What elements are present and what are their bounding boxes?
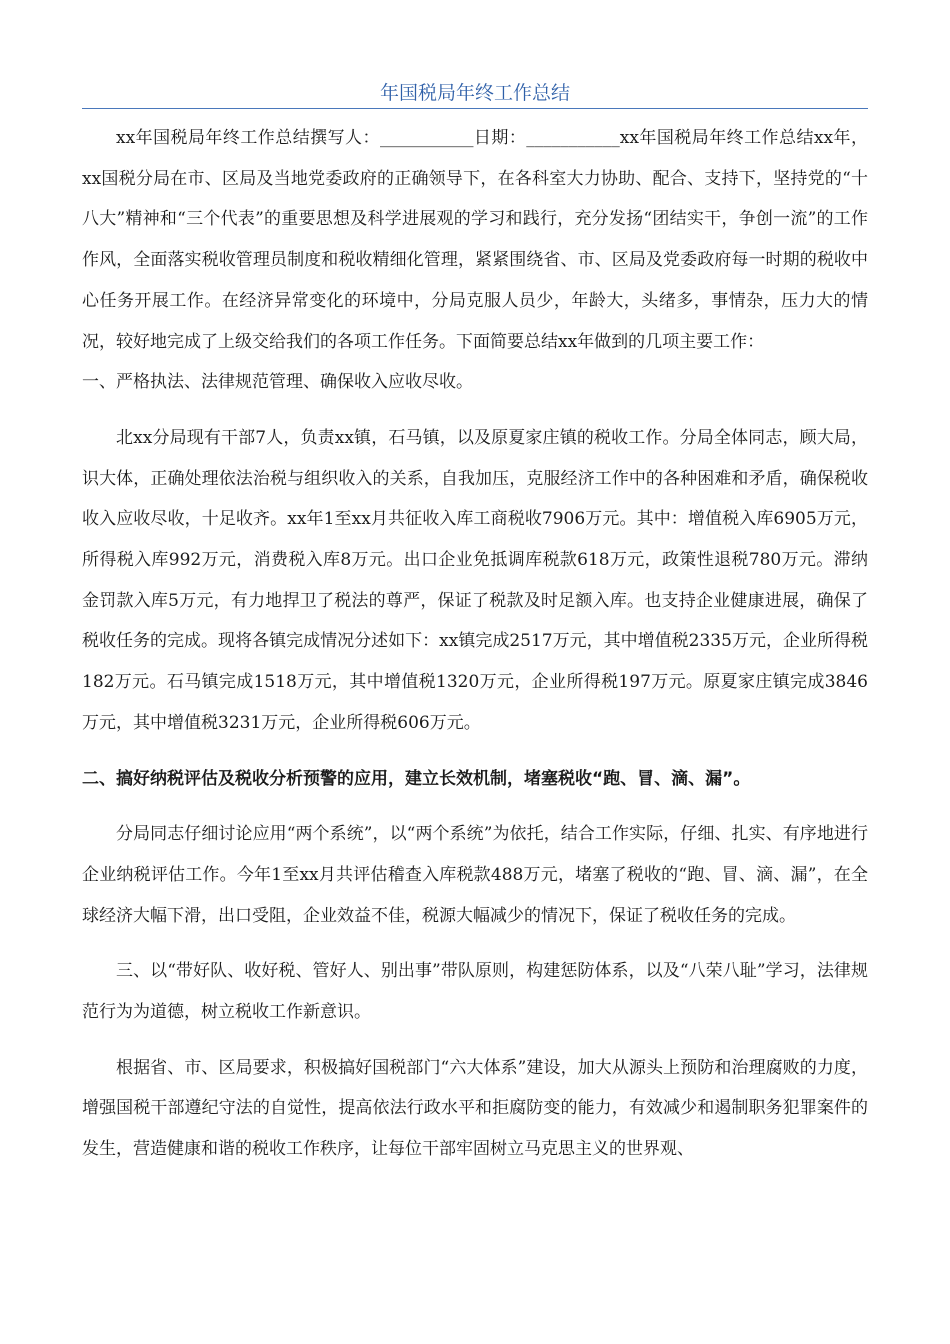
header-divider xyxy=(82,108,868,109)
section-heading-2: 二、搞好纳税评估及税收分析预警的应用，建立长效机制，堵塞税收“跑、冒、滴、漏”。 xyxy=(82,768,751,789)
section-3-paragraph: 根据省、市、区局要求，积极搞好国税部门“六大体系”建设，加大从源头上预防和治理腐败的力度，增强国税干部遵纪守法的自觉性，提高依法行政水平和拒腐防变的能力，有效减少和遏制职务犯罪案件的发生，营造健康和谐的税收工作秩序，让每位干部牢固树立马克思主义的世界观、 xyxy=(82,1057,868,1160)
section-2-paragraph: 分局同志仔细讨论应用“两个系统”，以“两个系统”为依托，结合工作实际，仔细、扎实、有序地进行企业纳税评估工作。今年1至xx月共评估稽查入库税款488万元，堵塞了税收的“跑、冒、滴、漏”，在全球经济大幅下滑，出口受阻，企业效益不佳，税源大幅减少的情况下，保证了税收任务的完成。 xyxy=(82,824,868,926)
intro-paragraph: xx年国税局年终工作总结撰写人：___________日期：___________xx年国税局年终工作总结xx年，xx国税分局在市、区局及当地党委政府的正确领导下，在各科室大力协助、配合、支持下，坚持党的“十八大”精神和“三个代表”的重要思想及科学进展观的学习和践行，充分发扬“团结实干，争创一流”的工作作风，全面落实税收管理员制度和税收精细化管理，紧紧围绕省、市、区局及党委政府每一时期的税收中心任务开展工作。在经济异常变化的环境中，分局克服人员少，年龄大，头绪多，事情杂，压力大的情况，较好地完成了上级交给我们的各项工作任务。下面简要总结xx年做到的几项主要工作： xyxy=(82,128,868,352)
section-heading-1: 一、严格执法、法律规范管理、确保收入应收尽收。 xyxy=(82,372,473,393)
document-header-title: 年国税局年终工作总结 xyxy=(379,82,570,104)
section-heading-3: 三、以“带好队、收好税、管好人、别出事”带队原则，构建惩防体系，以及“八荣八耻”学习，法律规范行为为道德，树立税收工作新意识。 xyxy=(82,961,868,1023)
section-1-paragraph: 北xx分局现有干部7人，负责xx镇，石马镇，以及原夏家庄镇的税收工作。分局全体同志，顾大局，识大体，正确处理依法治税与组织收入的关系，自我加压，克服经济工作中的各种困难和矛盾，确保税收收入应收尽收，十足收齐。xx年1至xx月共征收入库工商税收7906万元。其中：增值税入库6905万元，所得税入库992万元，消费税入库8万元。出口企业免抵调库税款618万元，政策性退税780万元。滞纳金罚款入库5万元，有力地捍卫了税法的尊严，保证了税款及时足额入库。也支持企业健康进展，确保了税收任务的完成。现将各镇完成情况分述如下：xx镇完成2517万元，其中增值税2335万元，企业所得税182万元。石马镇完成1518万元，其中增值税1320万元，企业所得税197万元。原夏家庄镇完成3846万元，其中增值税3231万元，企业所得税606万元。 xyxy=(82,427,868,733)
document-body xyxy=(82,118,868,1170)
